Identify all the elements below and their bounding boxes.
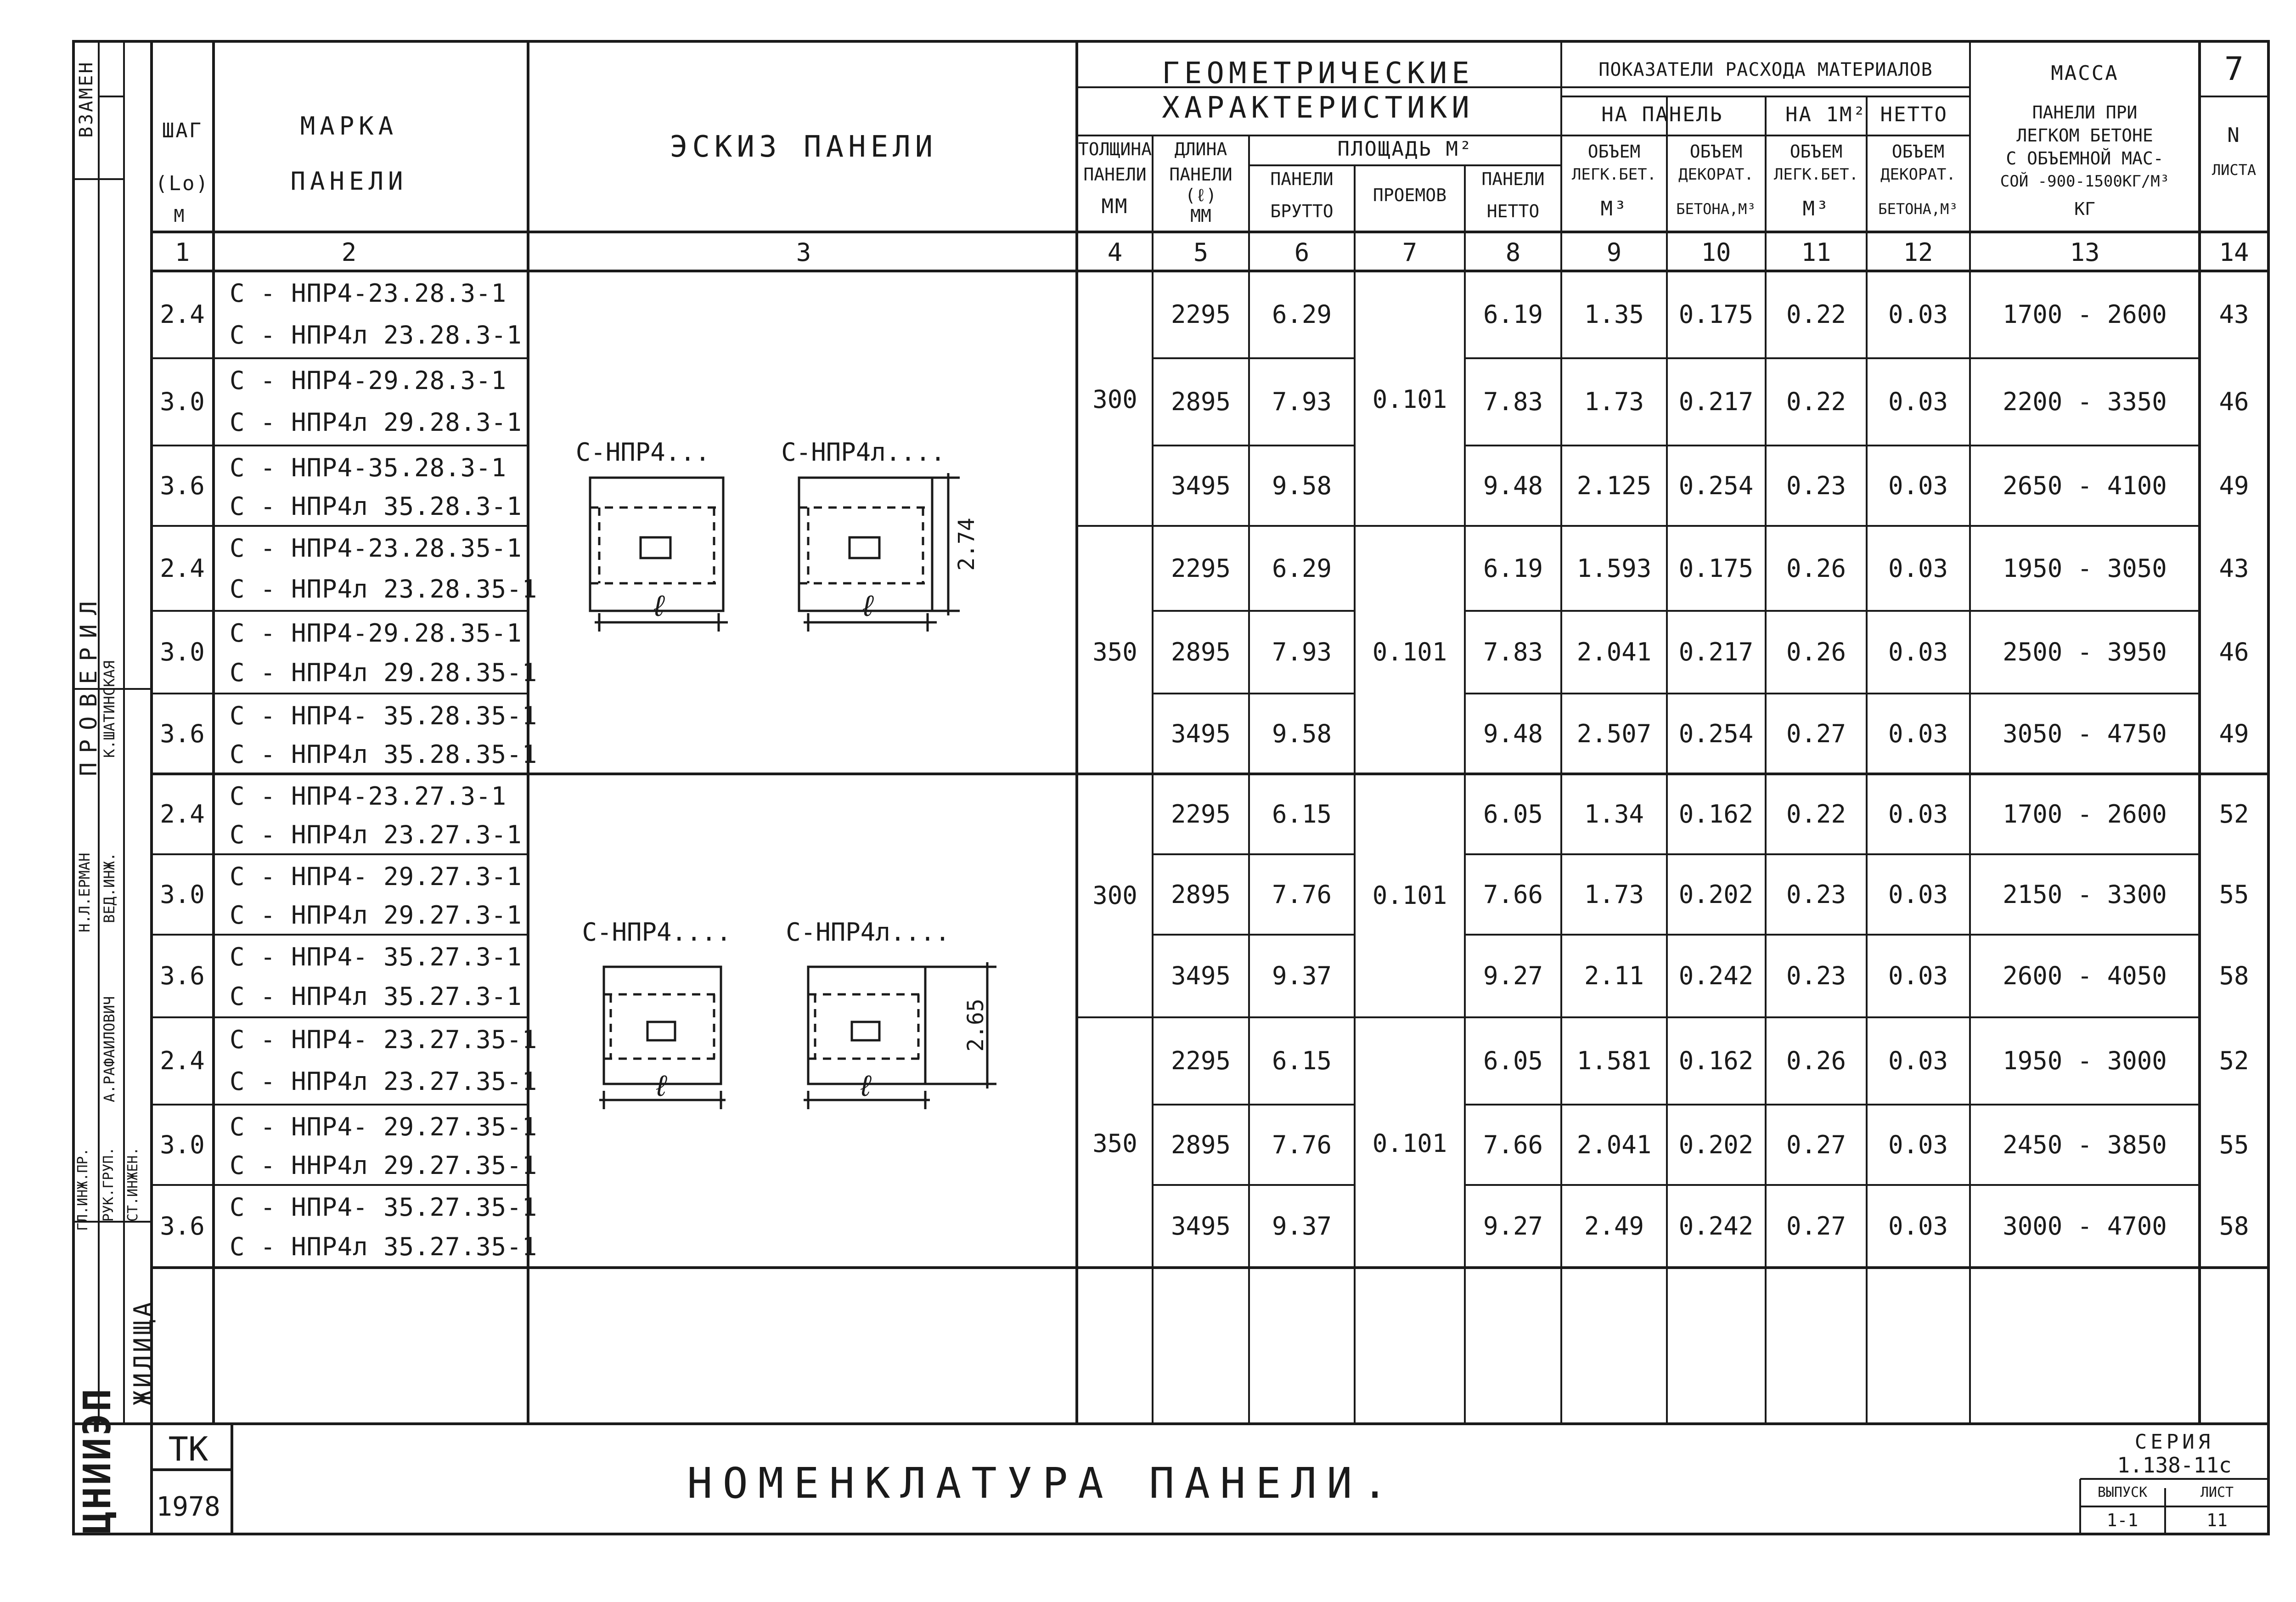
volume-light-cell: 1.73: [1584, 387, 1644, 416]
brutto-cell: 9.37: [1272, 961, 1332, 990]
netto-cell: 9.48: [1483, 719, 1543, 748]
footer-title: НОМЕНКЛАТУРА ПАНЕЛИ.: [687, 1459, 1398, 1508]
col-number: 9: [1606, 238, 1622, 267]
netto-cell: 9.48: [1483, 471, 1543, 500]
side-label-ruk-grup: РУК.ГРУП.: [101, 1147, 117, 1222]
length-cell: 3495: [1171, 719, 1231, 748]
sketch-dim-l: ℓ: [650, 589, 668, 623]
length-cell: 2295: [1171, 1046, 1231, 1075]
shag-cell: 3.0: [160, 880, 205, 909]
length-cell: 3495: [1171, 471, 1231, 500]
panel-mark-mirror: С - НПР4л 23.28.35-1: [230, 574, 538, 604]
panel-mark: С - НПР4-23.28.3-1: [230, 279, 507, 308]
per-m2-decor-cell: 0.03: [1888, 1212, 1948, 1241]
mass-cell: 1700 - 2600: [2003, 300, 2167, 329]
side-label-st-inzh: СТ.ИНЖЕН.: [125, 1147, 141, 1222]
sketch-dim-l: ℓ: [859, 589, 877, 623]
volume-light-cell: 1.34: [1584, 799, 1644, 829]
netto-cell: 9.27: [1483, 1212, 1543, 1241]
length-cell: 2295: [1171, 799, 1231, 829]
panel-mark: С - НПР4-23.27.3-1: [230, 782, 507, 811]
mass-cell: 1950 - 3000: [2003, 1046, 2167, 1075]
col-number: 14: [2219, 238, 2249, 267]
header-legk-11: ЛЕГК.БЕТ.: [1773, 165, 1859, 184]
per-m2-light-cell: 0.27: [1786, 1130, 1846, 1159]
mass-cell: 1700 - 2600: [2003, 799, 2167, 829]
panel-mark: С - НПР4- 35.27.35-1: [230, 1193, 538, 1222]
side-label-ved-inzh: ВЕД.ИНЖ.: [101, 852, 118, 923]
length-cell: 3495: [1171, 1212, 1231, 1241]
volume-decor-cell: 0.202: [1678, 1130, 1754, 1159]
group-proem: 0.101: [1372, 881, 1447, 910]
length-cell: 2895: [1171, 387, 1231, 416]
col-number: 5: [1193, 238, 1209, 267]
sketch-dim-l: ℓ: [652, 1069, 670, 1103]
brutto-cell: 7.93: [1272, 637, 1332, 666]
per-m2-light-cell: 0.27: [1786, 1212, 1846, 1241]
footer-seria: 1.138-11с: [2117, 1453, 2232, 1478]
footer-vypusk-label: ВЫПУСК: [2097, 1484, 2148, 1500]
header-obem-12: ОБЪЕМ: [1891, 141, 1945, 162]
mass-cell: 3050 - 4750: [2003, 719, 2167, 748]
header-brutto-2: БРУТТО: [1270, 201, 1334, 221]
panel-mark: С - НПР4- 35.28.35-1: [230, 701, 538, 730]
per-m2-light-cell: 0.22: [1786, 387, 1846, 416]
mass-cell: 2500 - 3950: [2003, 637, 2167, 666]
header-shag-unit: (Lo): [155, 172, 209, 195]
sketch-dim-l: ℓ: [856, 1069, 875, 1103]
panel-mark: С - НПР4-23.28.35-1: [230, 534, 522, 563]
header-m3-9: М³: [1600, 197, 1628, 220]
per-m2-decor-cell: 0.03: [1888, 719, 1948, 748]
netto-cell: 7.83: [1483, 387, 1543, 416]
sheet-ref-cell: 43: [2219, 300, 2249, 329]
per-m2-light-cell: 0.26: [1786, 553, 1846, 583]
sheet-number: 7: [2224, 50, 2244, 88]
col-number: 10: [1701, 238, 1731, 267]
side-label-zamen: ВЗАМЕН: [76, 60, 97, 138]
header-massa-3: ЛЕГКОМ БЕТОНЕ: [2016, 125, 2153, 146]
header-paneli: ПАНЕЛИ: [290, 167, 408, 196]
panel-mark-mirror: С - ННР4л 29.27.35-1: [230, 1151, 538, 1180]
per-m2-decor-cell: 0.03: [1888, 880, 1948, 909]
header-massa-2: ПАНЕЛИ ПРИ: [2032, 102, 2138, 123]
sketch-dim-height: 2.65: [963, 998, 989, 1052]
volume-light-cell: 1.35: [1584, 300, 1644, 329]
per-m2-light-cell: 0.22: [1786, 300, 1846, 329]
per-m2-decor-cell: 0.03: [1888, 300, 1948, 329]
volume-decor-cell: 0.175: [1678, 300, 1754, 329]
group-proem: 0.101: [1372, 1129, 1447, 1158]
volume-decor-cell: 0.242: [1678, 1212, 1754, 1241]
volume-light-cell: 2.041: [1576, 1130, 1652, 1159]
volume-decor-cell: 0.254: [1678, 719, 1754, 748]
netto-cell: 9.27: [1483, 961, 1543, 990]
header-massa-6: КГ: [2074, 199, 2095, 219]
brutto-cell: 6.15: [1272, 799, 1332, 829]
netto-cell: 6.05: [1483, 799, 1543, 829]
group-proem: 0.101: [1372, 637, 1447, 666]
volume-light-cell: 2.49: [1584, 1212, 1644, 1241]
shag-cell: 2.4: [160, 1046, 205, 1075]
brutto-cell: 7.93: [1272, 387, 1332, 416]
per-m2-decor-cell: 0.03: [1888, 471, 1948, 500]
col-number: 8: [1505, 238, 1521, 267]
per-m2-decor-cell: 0.03: [1888, 1130, 1948, 1159]
sheet-ref-cell: 55: [2219, 1130, 2249, 1159]
per-m2-light-cell: 0.26: [1786, 637, 1846, 666]
header-rashod: ПОКАЗАТЕЛИ РАСХОДА МАТЕРИАЛОВ: [1598, 59, 1933, 80]
volume-light-cell: 1.593: [1576, 553, 1652, 583]
mass-cell: 2150 - 3300: [2003, 880, 2167, 909]
sheet-ref-cell: 49: [2219, 719, 2249, 748]
per-m2-decor-cell: 0.03: [1888, 637, 1948, 666]
shag-cell: 2.4: [160, 799, 205, 829]
header-legk-9: ЛЕГК.БЕТ.: [1571, 165, 1657, 184]
shag-cell: 3.0: [160, 1130, 205, 1159]
shag-cell: 3.6: [160, 471, 205, 500]
volume-decor-cell: 0.202: [1678, 880, 1754, 909]
panel-mark: С - НПР4- 23.27.35-1: [230, 1025, 538, 1054]
panel-mark-mirror: С - НПР4л 35.27.3-1: [230, 982, 522, 1011]
group-proem: 0.101: [1372, 385, 1447, 414]
brutto-cell: 9.58: [1272, 471, 1332, 500]
col-number: 11: [1801, 238, 1831, 267]
header-dlina-1: ДЛИНА: [1174, 139, 1227, 159]
panel-mark-mirror: С - НПР4л 23.27.35-1: [230, 1067, 538, 1096]
header-massa: МАССА: [2051, 62, 2119, 85]
shag-cell: 3.6: [160, 1212, 205, 1241]
side-label-person: Н.Л.ЕРМАН: [76, 852, 93, 932]
sheet-ref-cell: 58: [2219, 1212, 2249, 1241]
panel-mark: С - НПР4- 29.27.3-1: [230, 862, 522, 891]
mass-cell: 2650 - 4100: [2003, 471, 2167, 500]
org-logo: ЦНИИЭП: [76, 1387, 119, 1534]
mass-cell: 2450 - 3850: [2003, 1130, 2167, 1159]
header-proemov: ПРОЕМОВ: [1373, 185, 1447, 205]
volume-light-cell: 1.73: [1584, 880, 1644, 909]
length-cell: 2895: [1171, 880, 1231, 909]
per-m2-light-cell: 0.26: [1786, 1046, 1846, 1075]
footer-vypusk: 1-1: [2106, 1510, 2138, 1530]
brutto-cell: 6.15: [1272, 1046, 1332, 1075]
header-obem-10: ОБЪЕМ: [1689, 141, 1743, 162]
length-cell: 2895: [1171, 637, 1231, 666]
panel-mark-mirror: С - НПР4л 23.27.3-1: [230, 820, 522, 849]
col-number: 3: [796, 238, 811, 267]
group-thickness: 300: [1092, 881, 1137, 910]
header-shag: ШАГ: [162, 119, 203, 142]
panel-mark-mirror: С - НПР4л 29.28.3-1: [230, 408, 522, 437]
header-dlina-3: (ℓ): [1185, 185, 1217, 205]
header-tolshina-3: ММ: [1101, 195, 1129, 218]
panel-mark: С - НПР4- 29.27.35-1: [230, 1112, 538, 1141]
header-dekor-12: ДЕКОРАТ.: [1880, 165, 1956, 184]
panel-mark-mirror: С - НПР4л 35.27.35-1: [230, 1232, 538, 1261]
header-lista: ЛИСТА: [2212, 161, 2257, 179]
header-massa-5: СОЙ -900-1500КГ/М³: [2000, 172, 2170, 191]
col-number: 6: [1294, 238, 1310, 267]
side-label-inzh-name: А.РАФАИЛОВИЧ: [101, 996, 118, 1102]
brutto-cell: 6.29: [1272, 553, 1332, 583]
header-eskiz: ЭСКИЗ ПАНЕЛИ: [670, 130, 938, 164]
header-geom-1: ГЕОМЕТРИЧЕСКИЕ: [1162, 56, 1474, 90]
header-na-panel: НА ПАНЕЛЬ: [1601, 103, 1723, 126]
header-dekor-10: ДЕКОРАТ.: [1678, 165, 1754, 184]
sketch-label-left: С-НПР4...: [575, 438, 710, 467]
volume-light-cell: 2.11: [1584, 961, 1644, 990]
sheet-ref-cell: 49: [2219, 471, 2249, 500]
volume-light-cell: 1.581: [1576, 1046, 1652, 1075]
shag-cell: 3.6: [160, 961, 205, 990]
side-label-proveril: ПРОВЕРИЛ: [75, 592, 102, 776]
header-dlina-2: ПАНЕЛИ: [1169, 164, 1232, 185]
shag-cell: 2.4: [160, 300, 205, 329]
sketch-label-right: С-НПР4л....: [786, 918, 950, 947]
mass-cell: 1950 - 3050: [2003, 553, 2167, 583]
group-thickness: 350: [1092, 1129, 1137, 1158]
netto-cell: 7.66: [1483, 1130, 1543, 1159]
sketch-label-left: С-НПР4....: [582, 918, 732, 947]
header-dlina-4: ММ: [1190, 206, 1211, 226]
per-m2-decor-cell: 0.03: [1888, 553, 1948, 583]
volume-decor-cell: 0.175: [1678, 553, 1754, 583]
length-cell: 2895: [1171, 1130, 1231, 1159]
brutto-cell: 6.29: [1272, 300, 1332, 329]
footer-year: 1978: [156, 1491, 220, 1522]
header-tolshina-2: ПАНЕЛИ: [1083, 164, 1147, 185]
sheet-ref-cell: 46: [2219, 387, 2249, 416]
side-label-zhilishcha: ЖИЛИЩА: [129, 1299, 158, 1405]
header-brutto-1: ПАНЕЛИ: [1270, 169, 1334, 189]
panel-mark-mirror: С - НПР4л 29.27.3-1: [230, 900, 522, 930]
volume-decor-cell: 0.242: [1678, 961, 1754, 990]
panel-mark: С - НПР4- 35.27.3-1: [230, 942, 522, 971]
netto-cell: 6.19: [1483, 300, 1543, 329]
per-m2-light-cell: 0.23: [1786, 880, 1846, 909]
volume-decor-cell: 0.217: [1678, 637, 1754, 666]
per-m2-light-cell: 0.23: [1786, 961, 1846, 990]
volume-decor-cell: 0.162: [1678, 1046, 1754, 1075]
volume-decor-cell: 0.162: [1678, 799, 1754, 829]
col-number: 4: [1107, 238, 1123, 267]
panel-mark: С - НПР4-35.28.3-1: [230, 453, 507, 482]
per-m2-decor-cell: 0.03: [1888, 799, 1948, 829]
footer-list: 11: [2206, 1510, 2228, 1530]
volume-decor-cell: 0.217: [1678, 387, 1754, 416]
volume-light-cell: 2.041: [1576, 637, 1652, 666]
netto-cell: 6.05: [1483, 1046, 1543, 1075]
group-thickness: 300: [1092, 385, 1137, 414]
header-geom-2: ХАРАКТЕРИСТИКИ: [1162, 91, 1474, 125]
header-netto-1: ПАНЕЛИ: [1481, 169, 1545, 189]
sheet-ref-cell: 52: [2219, 799, 2249, 829]
netto-cell: 7.66: [1483, 880, 1543, 909]
header-ploshad: ПЛОЩАДЬ М²: [1337, 137, 1473, 161]
header-netto-2: НЕТТО: [1486, 201, 1540, 221]
volume-decor-cell: 0.254: [1678, 471, 1754, 500]
sheet-ref-cell: 52: [2219, 1046, 2249, 1075]
panel-mark-mirror: С - НПР4л 29.28.35-1: [230, 658, 538, 687]
header-obem-9: ОБЪЕМ: [1587, 141, 1641, 162]
col-number: 7: [1402, 238, 1418, 267]
per-m2-decor-cell: 0.03: [1888, 387, 1948, 416]
per-m2-light-cell: 0.22: [1786, 799, 1846, 829]
length-cell: 2295: [1171, 553, 1231, 583]
header-n: N: [2227, 124, 2241, 147]
netto-cell: 7.83: [1483, 637, 1543, 666]
panel-mark: С - НПР4-29.28.35-1: [230, 619, 522, 648]
footer-tk: ТК: [168, 1430, 208, 1468]
col-number: 13: [2070, 238, 2100, 267]
sketch-dim-height: 2.74: [954, 518, 979, 571]
brutto-cell: 9.37: [1272, 1212, 1332, 1241]
footer-list-label: ЛИСТ: [2200, 1484, 2234, 1500]
shag-cell: 3.0: [160, 637, 205, 666]
sketch-label-right: С-НПР4л....: [781, 438, 945, 467]
per-m2-decor-cell: 0.03: [1888, 961, 1948, 990]
header-marka: МАРКА: [300, 112, 398, 141]
footer-seria-label: СЕРИЯ: [2134, 1430, 2214, 1454]
panel-mark: С - НПР4-29.28.3-1: [230, 366, 507, 395]
header-m3-11: М³: [1802, 197, 1830, 220]
sheet-ref-cell: 58: [2219, 961, 2249, 990]
side-label-gl-inzh: ГЛ.ИНЖ.ПР.: [75, 1148, 91, 1231]
panel-mark-mirror: С - НПР4л 35.28.3-1: [230, 491, 522, 521]
mass-cell: 3000 - 4700: [2003, 1212, 2167, 1241]
panel-mark-mirror: С - НПР4л 35.28.35-1: [230, 739, 538, 769]
shag-cell: 2.4: [160, 553, 205, 583]
netto-cell: 6.19: [1483, 553, 1543, 583]
col-number: 2: [341, 238, 357, 267]
sheet-ref-cell: 46: [2219, 637, 2249, 666]
header-obem-11: ОБЪЕМ: [1790, 141, 1843, 162]
volume-light-cell: 2.507: [1576, 719, 1652, 748]
per-m2-decor-cell: 0.03: [1888, 1046, 1948, 1075]
header-betona-10: БЕТОНА,М³: [1676, 200, 1756, 218]
group-thickness: 350: [1092, 637, 1137, 666]
length-cell: 2295: [1171, 300, 1231, 329]
header-na-m2: НА 1М² НЕТТО: [1785, 103, 1948, 126]
header-shag-m: М: [174, 206, 185, 226]
side-label-ved-inzh-name: К.ШАТИНСКАЯ: [101, 660, 118, 758]
brutto-cell: 9.58: [1272, 719, 1332, 748]
mass-cell: 2200 - 3350: [2003, 387, 2167, 416]
brutto-cell: 7.76: [1272, 1130, 1332, 1159]
shag-cell: 3.6: [160, 719, 205, 748]
panel-mark-mirror: С - НПР4л 23.28.3-1: [230, 321, 522, 350]
sheet-ref-cell: 43: [2219, 553, 2249, 583]
col-number: 1: [174, 238, 190, 267]
header-betona-12: БЕТОНА,М³: [1878, 200, 1958, 218]
volume-light-cell: 2.125: [1576, 471, 1652, 500]
header-massa-4: С ОБЪЕМНОЙ МАС-: [2006, 148, 2164, 169]
brutto-cell: 7.76: [1272, 880, 1332, 909]
shag-cell: 3.0: [160, 387, 205, 416]
col-number: 12: [1903, 238, 1933, 267]
mass-cell: 2600 - 4050: [2003, 961, 2167, 990]
length-cell: 3495: [1171, 961, 1231, 990]
sheet-ref-cell: 55: [2219, 880, 2249, 909]
header-tolshina-1: ТОЛЩИНА: [1078, 139, 1152, 159]
per-m2-light-cell: 0.23: [1786, 471, 1846, 500]
per-m2-light-cell: 0.27: [1786, 719, 1846, 748]
